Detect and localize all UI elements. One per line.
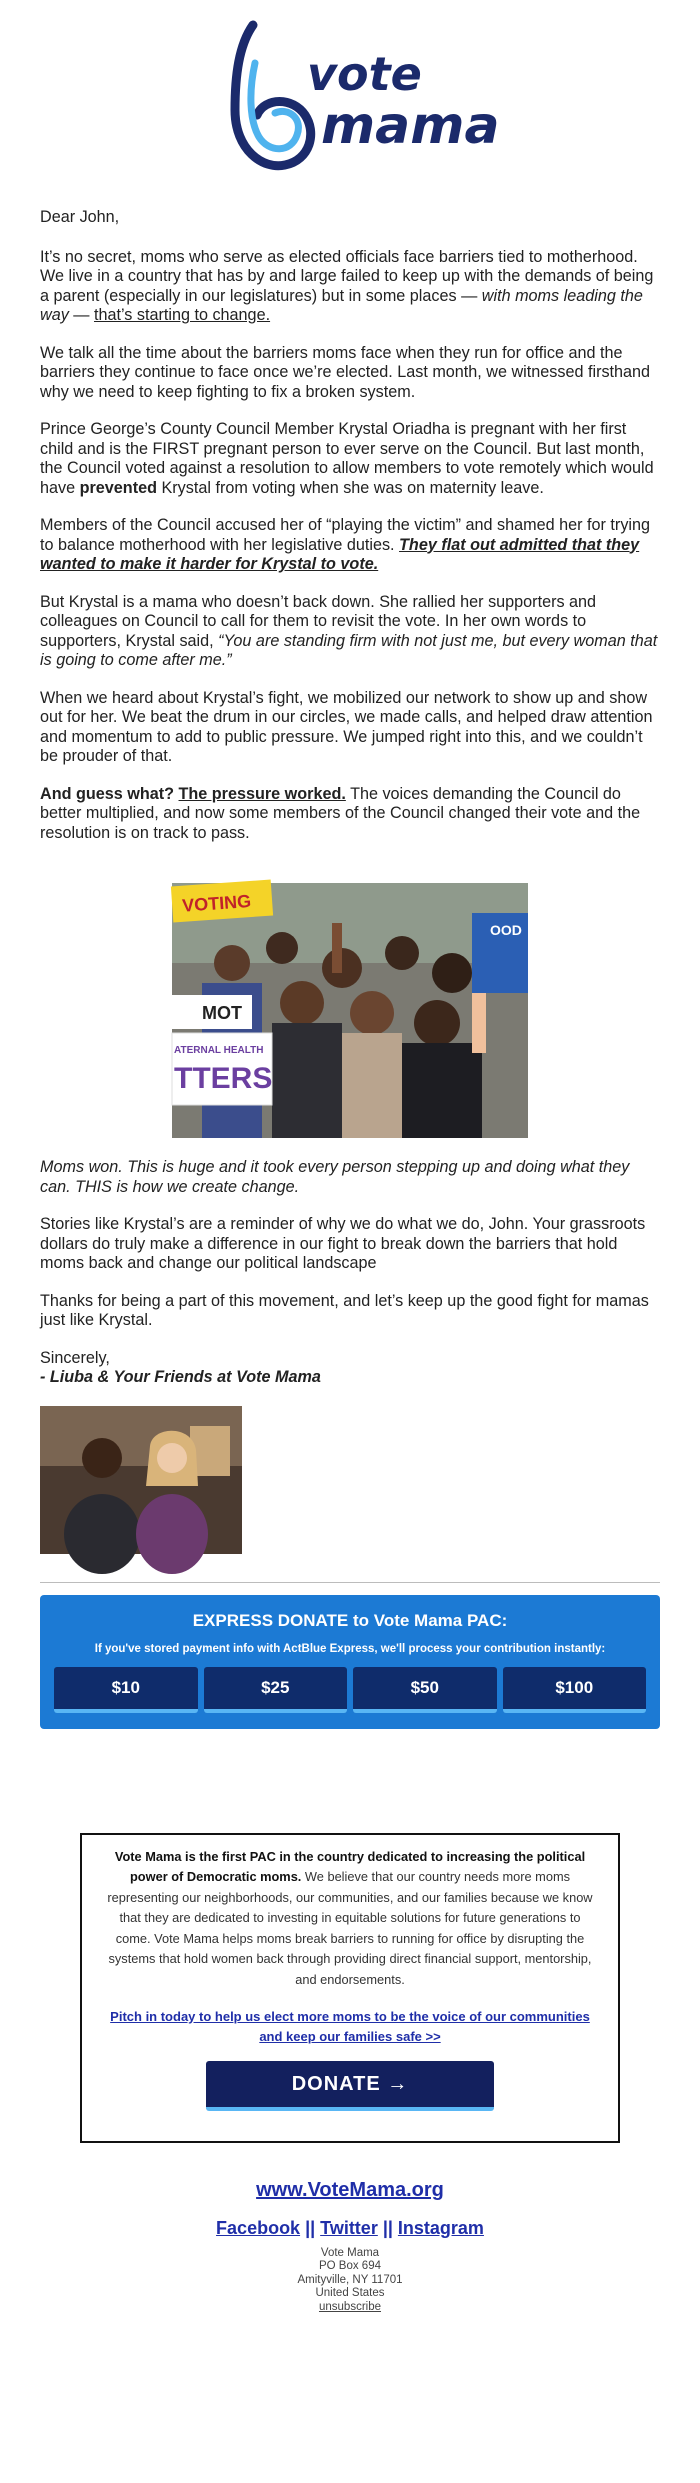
donation-amounts — [54, 1667, 646, 1713]
p1-dash: — — [68, 306, 94, 324]
photo-sign-maternal: ATERNAL HEALTH — [174, 1045, 264, 1056]
p3-bold: prevented — [79, 478, 157, 497]
signoff: Sincerely, — [40, 1348, 110, 1367]
p7-bold: And guess what? — [40, 784, 175, 803]
founders-photo-image — [40, 1406, 242, 1554]
express-donate-title: EXPRESS DONATE to Vote Mama PAC: — [192, 1610, 508, 1630]
twitter-link[interactable]: Twitter — [320, 2217, 378, 2238]
donate-25-button[interactable]: $25 — [204, 1667, 348, 1713]
facebook-link[interactable]: Facebook — [216, 2217, 301, 2238]
paragraph-3 — [40, 420, 660, 498]
rally-photo — [172, 883, 528, 1138]
paragraph-2: We talk all the time about the barriers moms face when they run for office and the barriers they continue to face once we’re elected. Last month, we witnessed firsthand why we need to keep fighting to fix a broken system. — [40, 343, 651, 401]
vote-mama-logo[interactable] — [40, 0, 660, 180]
paragraph-4 — [40, 516, 660, 575]
mailing-address — [0, 2247, 700, 2315]
paragraph-6: When we heard about Krystal’s fight, we mobilized our network to show up and show out for her. We beat the drum in our circles, we made calls, and helped draw attention and momentum to add to public pressure. We jumped right into this, and we couldn’t be prouder of that. — [40, 688, 653, 765]
pitch-link[interactable]: Pitch in today to help us elect more moms to be the voice of our communities and keep our families safe >> — [110, 2008, 590, 2044]
address-city: Amityville, NY 11701 — [297, 2273, 403, 2286]
photo-sign-voting: VOTING — [181, 890, 252, 916]
paragraph-5 — [40, 593, 660, 671]
express-donate-panel — [40, 1595, 660, 1729]
signoff-block — [40, 1349, 660, 1388]
address-box: PO Box 694 — [318, 2260, 381, 2273]
paragraph-8 — [40, 1158, 660, 1197]
about-bold-intro: Vote Mama is the first PAC in the country dedicated to increasing the political power of Democratic moms. — [114, 1848, 586, 1885]
about-description: We believe that our country needs more moms representing our neighborhoods, our communities, and our families because we know that they are dedicated to investing in equitable solutions for future generations to come. Vote Mama helps moms break barriers to running for office by disrupting the systems that hold women back through providing direct financial support, mentorship, and endorsements. — [107, 1869, 593, 1988]
paragraph-1 — [40, 248, 660, 326]
email-container — [40, 0, 660, 1729]
founders-photo — [40, 1406, 242, 1554]
photo-sign-ood: OOD — [490, 922, 522, 938]
social-separator: || — [300, 2217, 321, 2238]
p3-text-end: Krystal from voting when she was on maternity leave. — [156, 478, 544, 497]
greeting: Dear John, — [40, 208, 120, 226]
p4-emphasis: They flat out admitted that they wanted to make it harder for Krystal to vote. — [40, 535, 640, 573]
p1-emphasis: with moms leading the way — [40, 286, 643, 324]
p5-text: But Krystal is a mama who doesn’t back down. She rallied her supporters and colleagues on Council to call for them to revisit the vote. In her own words to supporters, Krystal said, — [40, 592, 597, 650]
address-name: Vote Mama — [320, 2246, 380, 2259]
p5-quote: “You are standing firm with not just me, but every woman that is going to come after me.” — [40, 631, 658, 669]
paragraph-7 — [40, 785, 660, 844]
signature: - Liuba & Your Friends at Vote Mama — [40, 1368, 321, 1386]
logo-word-mama: mama — [321, 96, 500, 156]
social-separator: || — [377, 2217, 398, 2238]
about-box — [80, 1833, 620, 2143]
photo-sign-tters: TTERS — [174, 1062, 273, 1095]
donate-100-button[interactable]: $100 — [503, 1667, 647, 1713]
p7-text: The voices demanding the Council do better multiplied, and now some members of the Council changed their vote and the resolution is on track to pass. — [40, 784, 641, 842]
paragraph-10: Thanks for being a part of this movement, and let’s keep up the good fight for mamas just like Krystal. — [40, 1291, 649, 1329]
rally-photo-image — [172, 883, 528, 1138]
photo-sign-mot: MOT — [202, 1003, 242, 1023]
unsubscribe-link[interactable]: unsubscribe — [318, 2300, 381, 2313]
p8-italic: Moms won. This is huge and it took every person stepping up and doing what they can. THIS is how we create change. — [40, 1158, 630, 1196]
footer — [0, 2179, 700, 2315]
address-country: United States — [315, 2287, 385, 2300]
paragraph-9: Stories like Krystal’s are a reminder of why we do what we do, John. Your grassroots dollars do truly make a difference in our fight to break down the barriers that hold moms back and change our political landscape — [40, 1215, 646, 1272]
email-body — [40, 208, 660, 1554]
p4-text: Members of the Council accused her of “playing the victim” and shamed her for trying to balance motherhood with her legislative duties. — [40, 516, 651, 554]
social-links — [0, 2218, 700, 2239]
divider — [40, 1582, 660, 1583]
donate-10-button[interactable]: $10 — [54, 1667, 198, 1713]
instagram-link[interactable]: Instagram — [397, 2217, 484, 2238]
p1-underline: that’s starting to change. — [93, 306, 271, 324]
p3-text: Prince George’s County Council Member Krystal Oriadha is pregnant with her first child and is the FIRST pregnant person to ever serve on the Council. But last month, the Council voted against a resolution to allow members to vote remotely which would have — [40, 420, 654, 497]
donate-50-button[interactable]: $50 — [353, 1667, 497, 1713]
logo-word-vote: vote — [307, 47, 422, 101]
p7-bold-underline: The pressure worked. — [178, 784, 346, 803]
about-text — [102, 1847, 598, 1991]
website-link[interactable]: www.VoteMama.org — [256, 2178, 444, 2201]
p1-text: It’s no secret, moms who serve as elected officials face barriers tied to motherhood. We live in a country that has by and large failed to keep up with the demands of being a parent (especially in our legislatures) but in some places — — [40, 247, 654, 305]
donate-button[interactable]: DONATE → — [206, 2061, 494, 2111]
express-donate-subtitle: If you've stored payment info with ActBlue Express, we'll process your contribution instantly: — [94, 1642, 606, 1655]
vote-mama-logo-mark — [225, 15, 500, 175]
